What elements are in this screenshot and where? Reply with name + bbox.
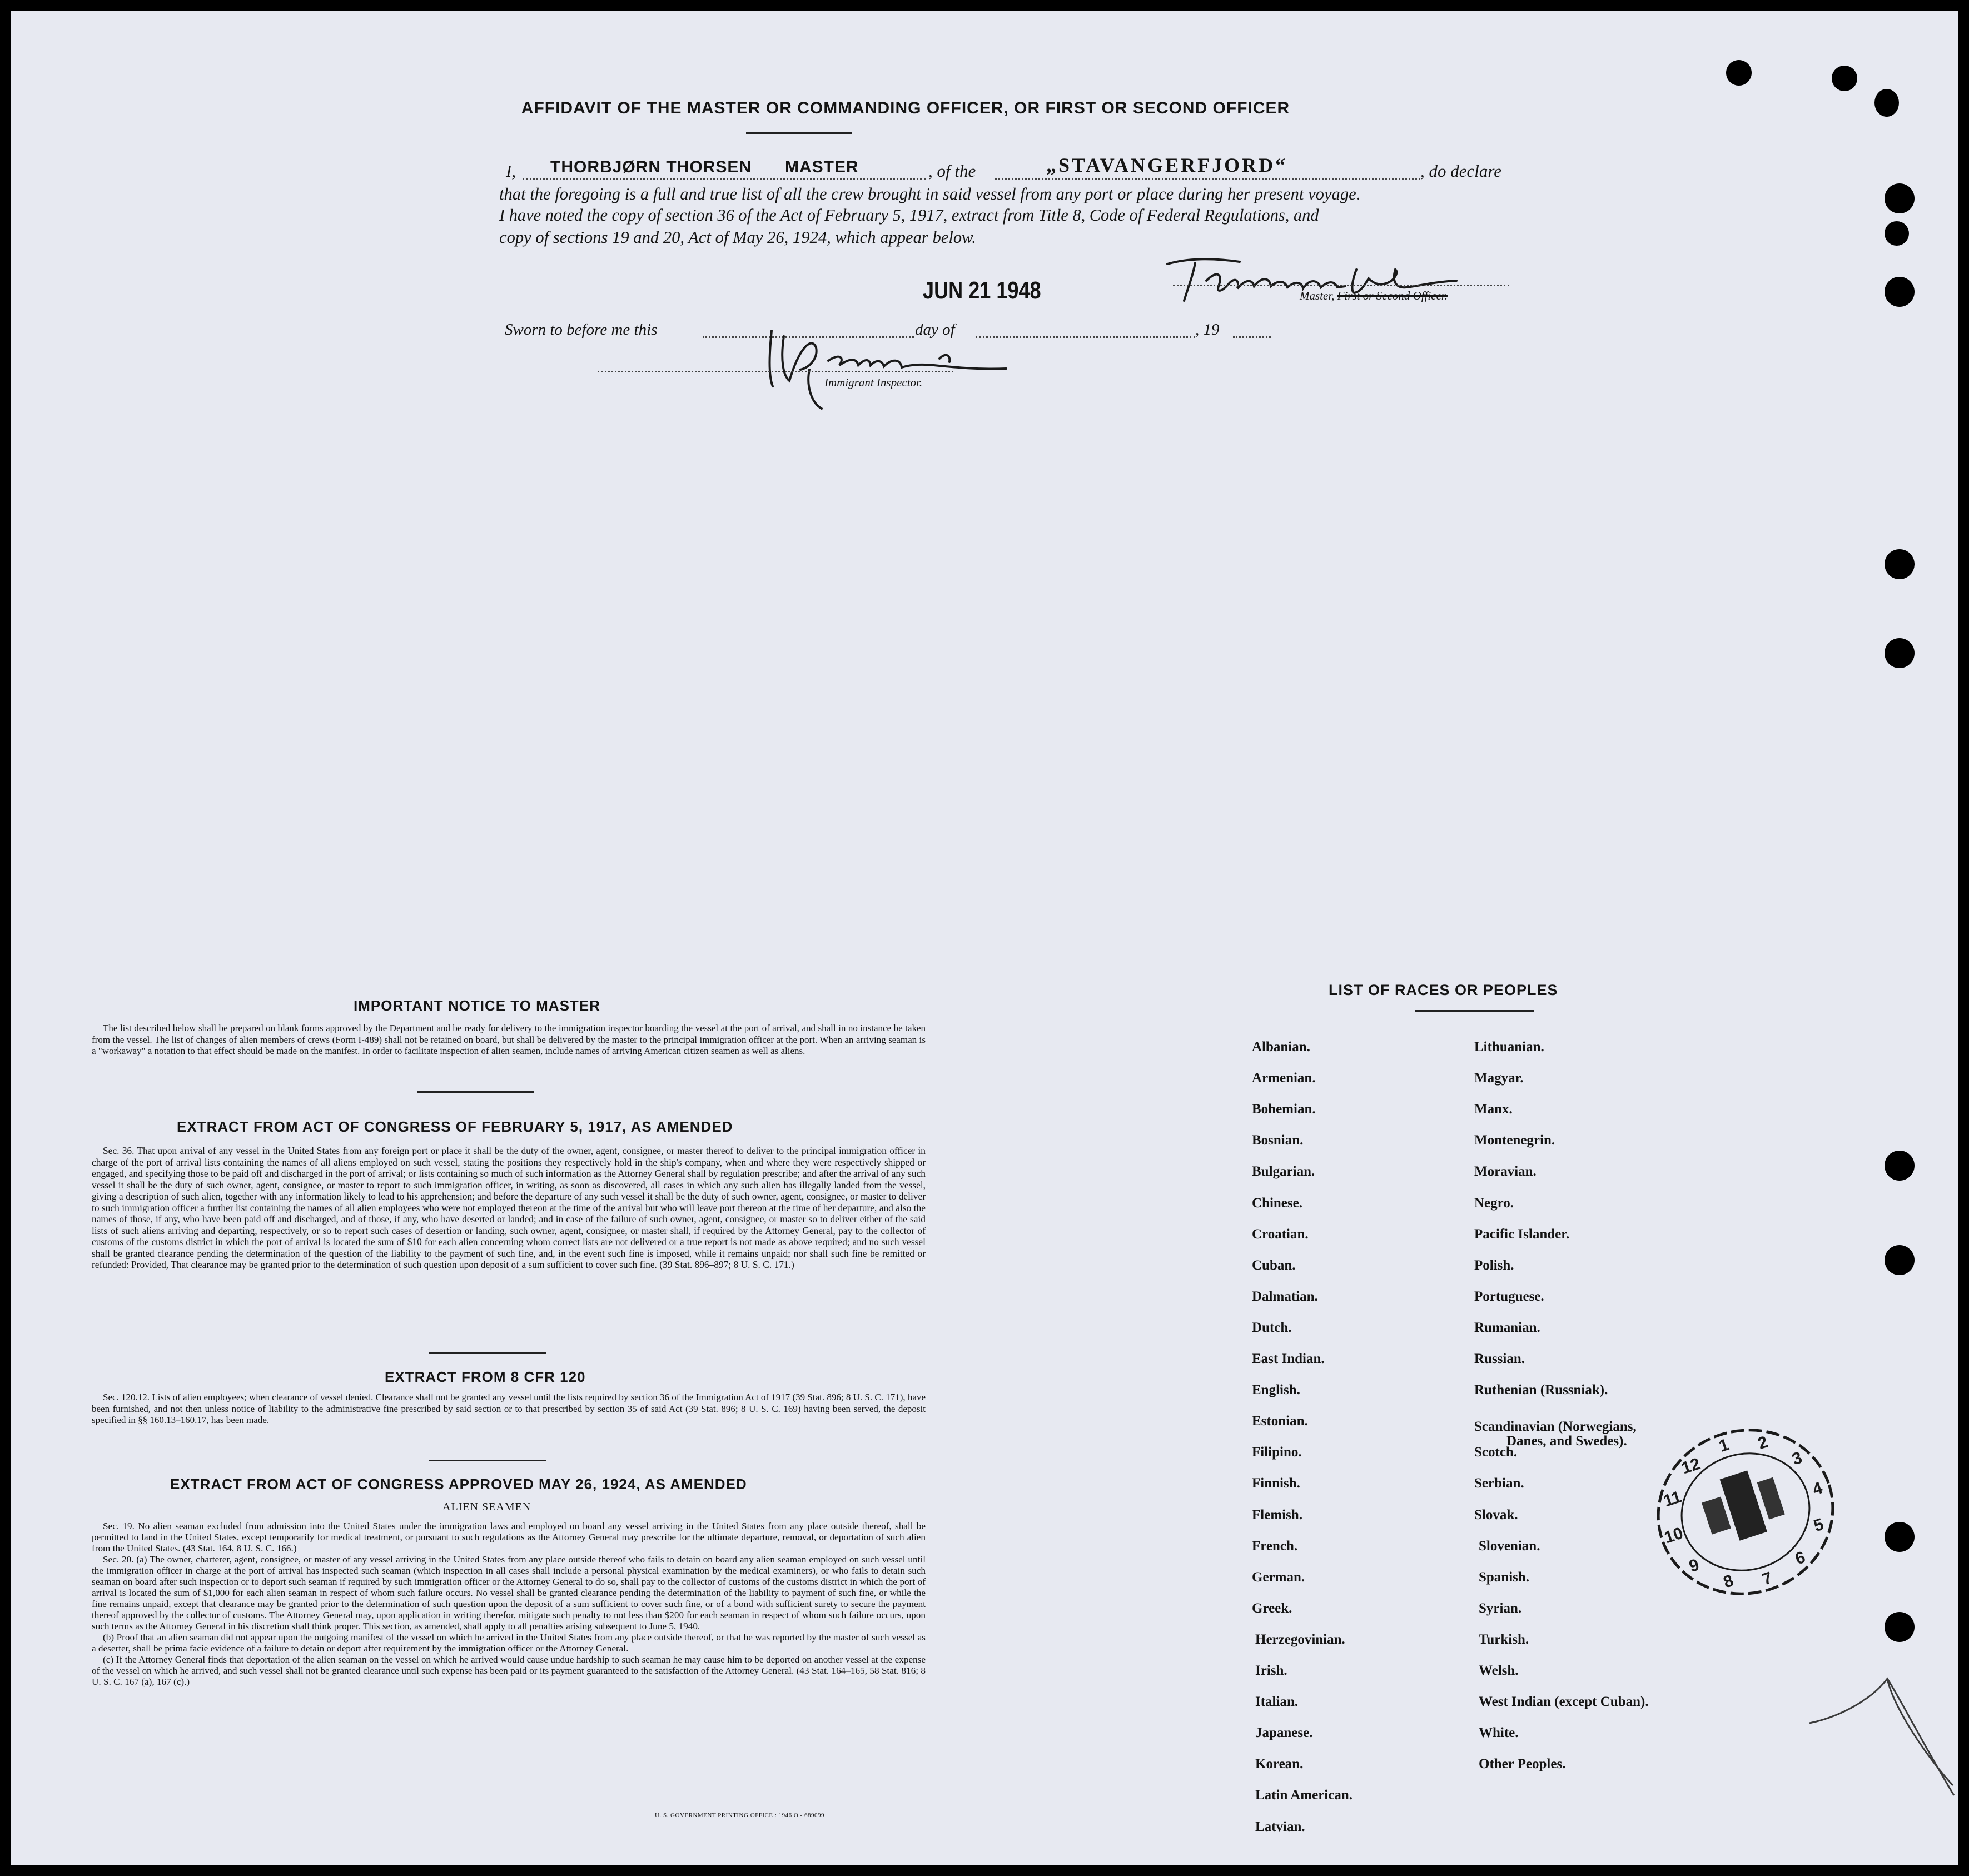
race-item: German. bbox=[1252, 1569, 1305, 1585]
race-item: Dutch. bbox=[1252, 1320, 1292, 1335]
punch-hole bbox=[1885, 1245, 1915, 1275]
race-item: Dalmatian. bbox=[1252, 1288, 1318, 1304]
stamp-digit: 1 bbox=[1717, 1435, 1732, 1456]
race-item: Welsh. bbox=[1479, 1663, 1519, 1678]
master-caption-prefix: Master, bbox=[1300, 289, 1335, 302]
punch-hole bbox=[1885, 1522, 1915, 1552]
notice-text bbox=[92, 1023, 926, 1057]
sec-20c-paragraph: (c) If the Attorney General finds that deportation of the alien seaman on the vessel on which he arrived would cause undue hardship to such seaman he may cause him to be deported on another vessel at the expense of the vessel on which he arrived, and such vessel shall not be granted clearance until such expense has been paid or its payment guaranteed to the satisfaction of the Attorney General. (43 Stat. 164–165, 58 Stat. 816; 8 U. S. C. 167 (a), 167 (c).) bbox=[92, 1654, 926, 1687]
extract-1924-text bbox=[92, 1521, 926, 1688]
race-item: Albanian. bbox=[1252, 1039, 1310, 1054]
race-item: Chinese. bbox=[1252, 1195, 1302, 1211]
extract-cfr-text bbox=[92, 1392, 926, 1426]
master-signature-line bbox=[1173, 285, 1509, 286]
race-item: Other Peoples. bbox=[1479, 1756, 1566, 1772]
day-of-label: day of bbox=[915, 321, 955, 339]
race-item: English. bbox=[1252, 1382, 1300, 1398]
extract-1917-title: EXTRACT FROM ACT OF CONGRESS OF FEBRUARY 5, 1917, AS AMENDED bbox=[177, 1118, 733, 1135]
race-item: Italian. bbox=[1255, 1694, 1299, 1710]
race-item: Japanese. bbox=[1255, 1725, 1313, 1741]
race-item: Lithuanian. bbox=[1474, 1039, 1544, 1054]
race-item: Russian. bbox=[1474, 1351, 1525, 1366]
race-item: Magyar. bbox=[1474, 1071, 1524, 1086]
stamp-digit: 8 bbox=[1721, 1571, 1736, 1592]
master-caption-struck: First or Second Officer. bbox=[1337, 289, 1448, 302]
race-item: Flemish. bbox=[1252, 1507, 1302, 1522]
punch-hole bbox=[1885, 1151, 1915, 1181]
race-item: Greek. bbox=[1252, 1600, 1292, 1616]
race-item: White. bbox=[1479, 1725, 1519, 1741]
race-item: Scotch. bbox=[1474, 1445, 1518, 1460]
of-the-label: , of the bbox=[928, 161, 976, 181]
inspector-caption: Immigrant Inspector. bbox=[824, 376, 923, 389]
sec-20b-paragraph: (b) Proof that an alien seaman did not appear upon the outgoing manifest of the vessel on which he arrived in the United States from any place outside thereof, or that he was reported by the master of such vessel as a deserter, shall be prima facie evidence of a failure to detain or deport after requirement by the immigration officer or the Attorney General. bbox=[92, 1632, 926, 1654]
declarant-name: THORBJØRN THORSEN bbox=[550, 158, 752, 176]
punch-hole bbox=[1885, 221, 1909, 246]
stamp-digit: 7 bbox=[1760, 1569, 1775, 1589]
sworn-label: Sworn to before me this bbox=[505, 321, 658, 339]
pencil-mark bbox=[1804, 1656, 1958, 1801]
punch-hole bbox=[1885, 1612, 1915, 1642]
extract-1917-text bbox=[92, 1145, 926, 1271]
inspector-signature bbox=[756, 314, 1012, 414]
extract-1917-rule bbox=[429, 1352, 546, 1354]
stamp-digit: 4 bbox=[1810, 1479, 1825, 1499]
declaration-line-2: that the foregoing is a full and true list of all the crew brought in said vessel from any port or place during her present voyage. bbox=[499, 185, 1361, 203]
race-item: Montenegrin. bbox=[1474, 1133, 1555, 1148]
race-item: Ruthenian (Russniak). bbox=[1474, 1382, 1608, 1398]
printing-office-footer: U. S. GOVERNMENT PRINTING OFFICE : 1946 O - 689099 bbox=[655, 1812, 825, 1819]
declarant-prefix: I, bbox=[506, 161, 516, 181]
notice-rule bbox=[417, 1091, 534, 1093]
races-rule bbox=[1415, 1010, 1534, 1012]
race-item: French. bbox=[1252, 1538, 1298, 1554]
race-item: Cuban. bbox=[1252, 1257, 1296, 1273]
race-item: Armenian. bbox=[1252, 1071, 1316, 1086]
race-item: Bulgarian. bbox=[1252, 1164, 1315, 1180]
race-item: Turkish. bbox=[1479, 1631, 1529, 1647]
date-stamp: JUN 21 1948 bbox=[923, 277, 1041, 304]
declarant-rank: MASTER bbox=[785, 158, 859, 176]
race-item: Pacific Islander. bbox=[1474, 1226, 1570, 1242]
race-item: Negro. bbox=[1474, 1195, 1514, 1211]
sec-19-paragraph: Sec. 19. No alien seaman excluded from admission into the United States under the immigration laws and employed on board any vessel arriving in the United States from any place outside thereof, shall be permitted to land in the United States, except temporarily for medical treatment, or pursuant to such regulations as the Attorney General may prescribe for the ultimate departure, removal, or deportation of such alien from the United States. (43 Stat. 164, 8 U. S. C. 166.) bbox=[92, 1521, 926, 1554]
extract-1924-subtitle: ALIEN SEAMEN bbox=[442, 1501, 531, 1513]
notice-paragraph: The list described below shall be prepared on blank forms approved by the Department and be ready for delivery to the immigration inspector boarding the vessel at the port of arrival, and shall in no instance be taken from the vessel. The list of changes of alien members of crews (Form I-489) shall not be retained on board, but shall be delivered by the master to the principal immigration officer at the port. When an arriving seaman is a "workaway" a notation to that effect should be made on the manifest. In order to facilitate inspection of alien seamen, include names of arriving American citizen seamen as well as aliens. bbox=[92, 1023, 926, 1056]
sec-120-paragraph: Sec. 120.12. Lists of alien employees; when clearance of vessel denied. Clearance shall not be granted any vessel until the lists required by section 36 of the Immigration Act of 1917 (39 Stat. 896; 8 U. S. C. 171), have been furnished, and not then unless notice of liability to the administrative fine prescribed by said section or to that prescribed by section 35 of said Act (39 Stat. 896; 8 U. S. C. 169) having been served, the deposit specified in §§ 160.13–160.17, has been made. bbox=[92, 1392, 926, 1425]
receipt-stamp bbox=[1640, 1415, 1851, 1604]
inspector-signature-line bbox=[598, 371, 953, 372]
race-item: Slovenian. bbox=[1479, 1538, 1540, 1554]
race-item: Bosnian. bbox=[1252, 1133, 1304, 1148]
sec-20a-paragraph: Sec. 20. (a) The owner, charterer, agent, consignee, or master of any vessel arriving in the United States from any place outside thereof who fails to detain on board any alien seaman employed on such vessel until the immigration officer in charge at the port of arrival has inspected such seaman (which inspection in all cases shall include a personal physical examination by the medical examiners), or who fails to detain such seaman on board after such inspection or to deport such seaman if required by such immigration officer or the Attorney General to do so, shall pay to the collector of customs of the customs district in which the port of arrival is located the sum of $1,000 for each alien seaman in respect of whom such failure occurs. No vessel shall be granted clearance pending the determination of the liability to payment of such fine, or while the fine remains unpaid, except that clearance may be granted prior to the determination of such question upon the deposit of a sum sufficient to cover such fine, or of a bond with sufficient surety to secure the payment thereof approved by the collector of customs. The Attorney General may, upon application in writing therefor, mitigate such penalty to not less than $200 for each seaman in respect of whom such failure occurs, upon such terms as the Attorney General in his discretion shall think proper. This section, as amended, shall apply to all penalties arising subsequent to June 5, 1940. bbox=[92, 1554, 926, 1631]
stamp-digit: 6 bbox=[1793, 1547, 1808, 1569]
races-title: LIST OF RACES OR PEOPLES bbox=[1329, 982, 1558, 998]
extract-cfr-title: EXTRACT FROM 8 CFR 120 bbox=[385, 1369, 586, 1385]
race-item: Herzegovinian. bbox=[1255, 1631, 1345, 1647]
stamp-digit: 9 bbox=[1687, 1555, 1702, 1576]
race-item: Moravian. bbox=[1474, 1164, 1537, 1180]
stamp-digit: 5 bbox=[1811, 1515, 1826, 1536]
stamp-digit: 12 bbox=[1679, 1454, 1703, 1478]
race-item: Irish. bbox=[1255, 1663, 1287, 1678]
punch-hole bbox=[1885, 277, 1915, 307]
race-item: Danes, and Swedes). bbox=[1506, 1434, 1627, 1449]
sec-36-paragraph: Sec. 36. That upon arrival of any vessel in the United States from any foreign port or place it shall be the duty of the owner, agent, consignee, or master thereof to deliver to the principal immigration officer in charge of the port of arrival lists containing the names of all aliens employed on such vessel, stating the positions they respectively hold in the ship's company, when and where they were respectively shipped or engaged, and specifying those to be paid off and discharged in the port of arrival; or lists containing so much of such information as the Attorney General shall by regulation prescribe; and after the arrival of any such vessel it shall be the duty of such owner, agent, consignee, or master to report to such immigration officer, in writing, as soon as discovered, all cases in which any such alien has illegally landed from the vessel, giving a description of such alien, together with any information likely to lead to his apprehension; and before the departure of any such vessel it shall be the duty of such owner, agent, consignee, or master to deliver to such immigration officer a further list containing the names of all alien employees who were not employed thereon at the time of the arrival but who will leave port thereon at the time of her departure, and also the names of those, if any, who have been paid off and discharged, and of those, if any, who have deserted or landed; and in case of the failure of such owner, agent, consignee, or master so to deliver either of the said lists of such aliens arriving and departing, respectively, or so to report such cases of desertion or landing, such owner, agent, consignee, or master shall, if required by the Attorney General, pay to the collector of customs of the customs district in which the port of arrival is located the sum of $10 for each alien concerning whom correct lists are not delivered or a true report is not made as above required; and no such vessel shall be granted clearance pending the determination of the question of the liability to the payment of such fine, and, in the event such fine is imposed, while it remains unpaid; nor shall such fine be remitted or refunded: Provided, That clearance may be granted prior to the determination of such question upon deposit of a sum sufficient to cover such fine. (39 Stat. 896–897; 8 U. S. C. 171.) bbox=[92, 1145, 926, 1270]
race-item: Latin American. bbox=[1255, 1788, 1353, 1803]
race-item: Finnish. bbox=[1252, 1476, 1300, 1491]
vessel-name: „STAVANGERFJORD“ bbox=[1046, 154, 1288, 176]
declarant-line bbox=[523, 178, 926, 180]
race-item: Spanish. bbox=[1479, 1569, 1530, 1585]
race-item: Rumanian. bbox=[1474, 1320, 1540, 1335]
race-item: Estonian. bbox=[1252, 1414, 1308, 1429]
punch-hole bbox=[1726, 60, 1752, 86]
vessel-line bbox=[995, 178, 1420, 180]
race-item: Scandinavian (Norwegians, bbox=[1474, 1419, 1637, 1435]
race-item: Korean. bbox=[1255, 1756, 1304, 1772]
punch-hole bbox=[1885, 183, 1915, 213]
race-item: East Indian. bbox=[1252, 1351, 1325, 1366]
declaration-line-3: I have noted the copy of section 36 of the Act of February 5, 1917, extract from Title 8, Code of Federal Regulations, and bbox=[499, 206, 1319, 225]
do-declare-label: , do declare bbox=[1420, 161, 1502, 181]
year-label: , 19 bbox=[1195, 321, 1220, 339]
race-item: Portuguese. bbox=[1474, 1288, 1544, 1304]
punch-hole bbox=[1874, 89, 1899, 117]
race-item: Polish. bbox=[1474, 1257, 1514, 1273]
master-caption bbox=[1300, 289, 1448, 303]
stamp-digit: 3 bbox=[1789, 1448, 1804, 1469]
race-item: Croatian. bbox=[1252, 1226, 1309, 1242]
punch-hole bbox=[1885, 638, 1915, 668]
notice-title: IMPORTANT NOTICE TO MASTER bbox=[354, 997, 600, 1014]
affidavit-title: AFFIDAVIT OF THE MASTER OR COMMANDING OFFICER, OR FIRST OR SECOND OFFICER bbox=[521, 99, 1290, 117]
race-item: Filipino. bbox=[1252, 1445, 1302, 1460]
race-item: Manx. bbox=[1474, 1102, 1513, 1117]
extract-cfr-rule bbox=[429, 1460, 546, 1461]
race-item: Bohemian. bbox=[1252, 1102, 1316, 1117]
punch-hole bbox=[1832, 66, 1857, 91]
punch-hole bbox=[1885, 549, 1915, 579]
race-item: Latvian. bbox=[1255, 1819, 1305, 1834]
sworn-year-line bbox=[1233, 336, 1271, 338]
stamp-digit: 10 bbox=[1662, 1524, 1685, 1547]
race-item: West Indian (except Cuban). bbox=[1479, 1694, 1649, 1710]
document-page bbox=[11, 11, 1958, 1865]
affidavit-title-rule bbox=[746, 132, 852, 134]
race-item: Syrian. bbox=[1479, 1600, 1522, 1616]
stamp-digit: 11 bbox=[1661, 1487, 1684, 1511]
race-item: Slovak. bbox=[1474, 1507, 1518, 1522]
stamp-digit: 2 bbox=[1756, 1432, 1771, 1453]
extract-1924-title: EXTRACT FROM ACT OF CONGRESS APPROVED MAY 26, 1924, AS AMENDED bbox=[170, 1476, 747, 1492]
race-item: Serbian. bbox=[1474, 1476, 1524, 1491]
declaration-line-4: copy of sections 19 and 20, Act of May 26, 1924, which appear below. bbox=[499, 228, 976, 247]
